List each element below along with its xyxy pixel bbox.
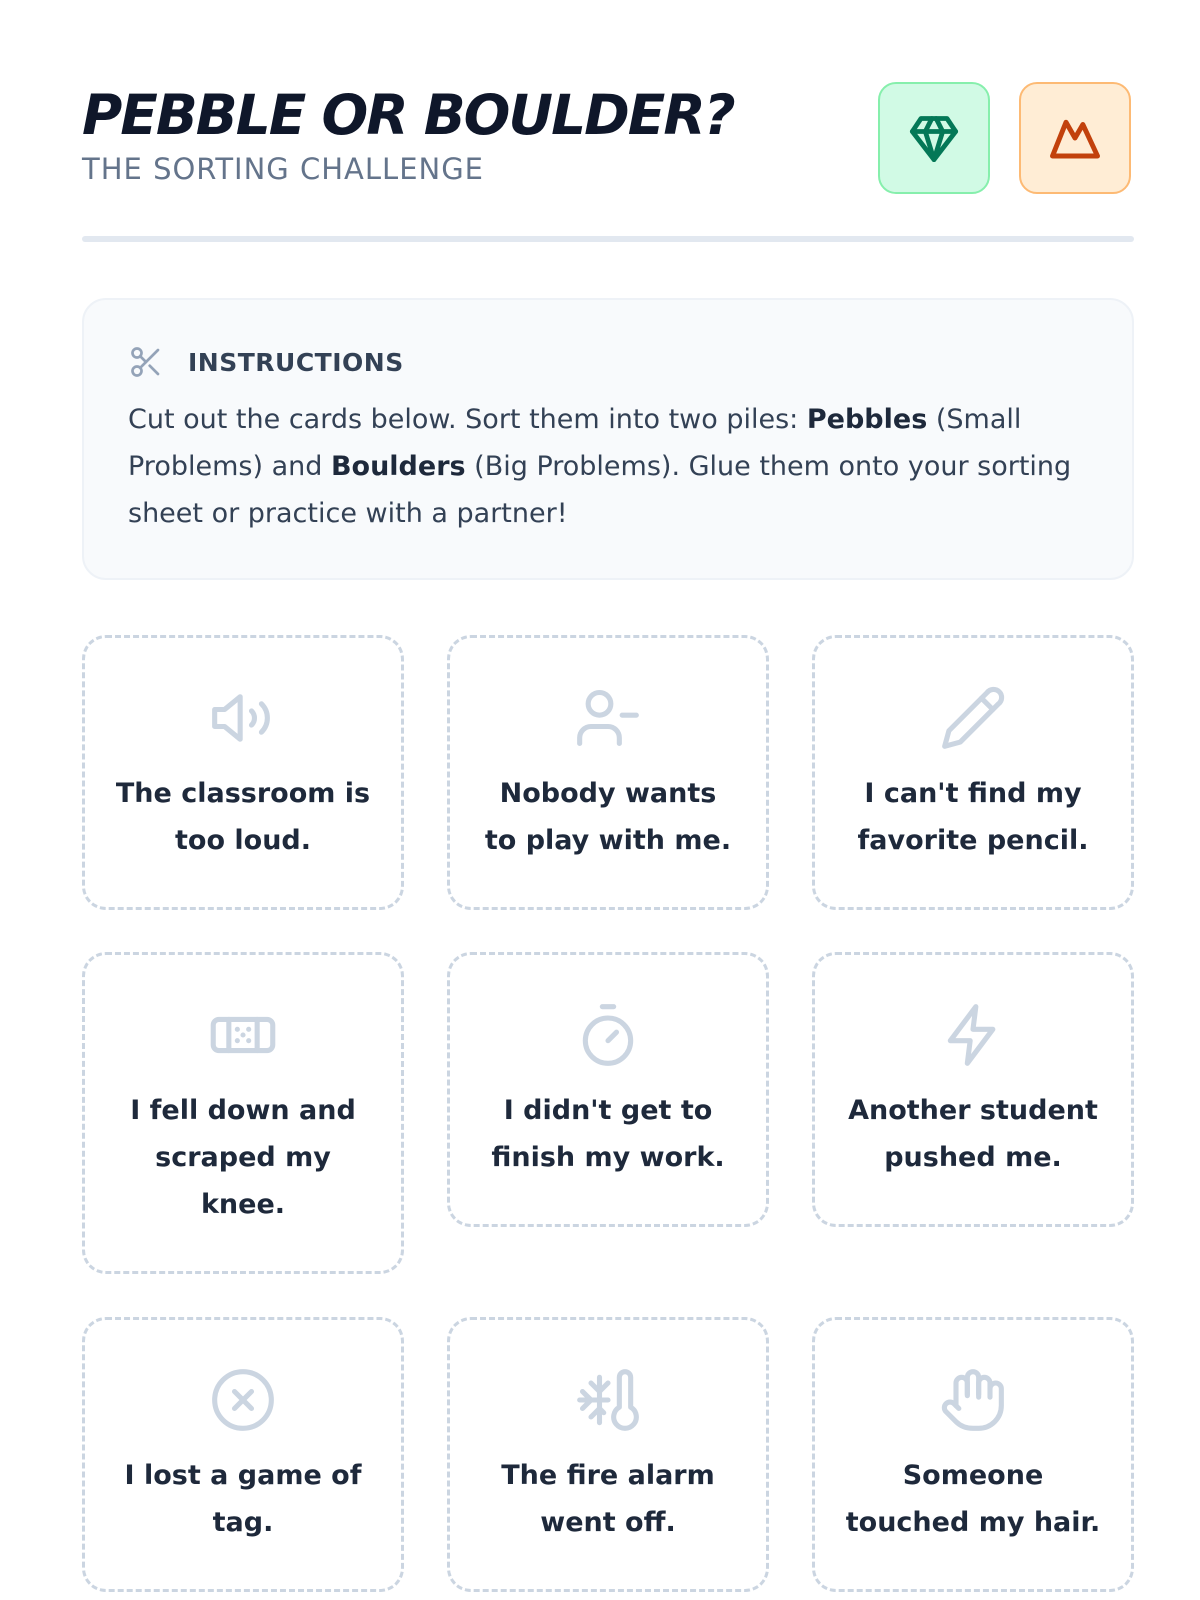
boulders-term: Boulders	[330, 451, 466, 482]
problem-card[interactable]	[82, 952, 404, 1274]
instructions-text-part2: (Small Problems) and	[128, 404, 1022, 482]
page-title: PEBBLE OR BOULDER?	[82, 83, 734, 147]
instructions-title: INSTRUCTIONS	[188, 347, 404, 377]
problem-card[interactable]	[447, 952, 769, 1227]
pebbles-term: Pebbles	[806, 404, 928, 435]
card-text: I fell down and scraped my knee.	[130, 1095, 356, 1220]
hand-icon	[937, 1364, 1009, 1436]
instructions-text-part1: Cut out the cards below. Sort them into two piles:	[128, 404, 807, 435]
x-circle-icon	[207, 1364, 279, 1436]
card-text: I can't find my favorite pencil.	[857, 778, 1089, 856]
problem-card[interactable]	[812, 635, 1134, 910]
boulder-badge	[1019, 82, 1131, 194]
worksheet-page	[82, 0, 1134, 1600]
card-text: I didn't get to finish my work.	[491, 1095, 725, 1173]
card-text: I lost a game of tag.	[124, 1460, 362, 1538]
problem-card[interactable]	[82, 635, 404, 910]
problem-card[interactable]	[812, 1317, 1134, 1592]
scissors-icon	[128, 344, 164, 380]
user-minus-icon	[572, 682, 644, 754]
stopwatch-icon	[572, 999, 644, 1071]
header	[82, 82, 1134, 197]
card-text: Someone touched my hair.	[845, 1460, 1101, 1538]
lightning-icon	[937, 999, 1009, 1071]
instructions-heading	[128, 344, 404, 380]
bandage-icon	[207, 999, 279, 1071]
card-text: The fire alarm went off.	[501, 1460, 715, 1538]
problem-card[interactable]	[447, 635, 769, 910]
page-subtitle: THE SORTING CHALLENGE	[82, 152, 485, 186]
card-text: Another student pushed me.	[848, 1095, 1098, 1173]
pebble-badge	[878, 82, 990, 194]
instructions-panel	[82, 298, 1134, 580]
speaker-icon	[207, 682, 279, 754]
problem-card[interactable]	[812, 952, 1134, 1227]
thermometer-snowflake-icon	[572, 1364, 644, 1436]
header-divider	[82, 236, 1134, 242]
problem-card[interactable]	[447, 1317, 769, 1592]
card-text: Nobody wants to play with me.	[484, 778, 732, 856]
instructions-text	[128, 396, 1088, 537]
card-text: The classroom is too loud.	[115, 778, 371, 856]
instructions-text-part3: (Big Problems). Glue them onto your sorting sheet or practice with a partner!	[128, 451, 1072, 529]
pencil-icon	[937, 682, 1009, 754]
gem-icon	[908, 112, 960, 164]
mountain-icon	[1048, 111, 1102, 165]
problem-card[interactable]	[82, 1317, 404, 1592]
